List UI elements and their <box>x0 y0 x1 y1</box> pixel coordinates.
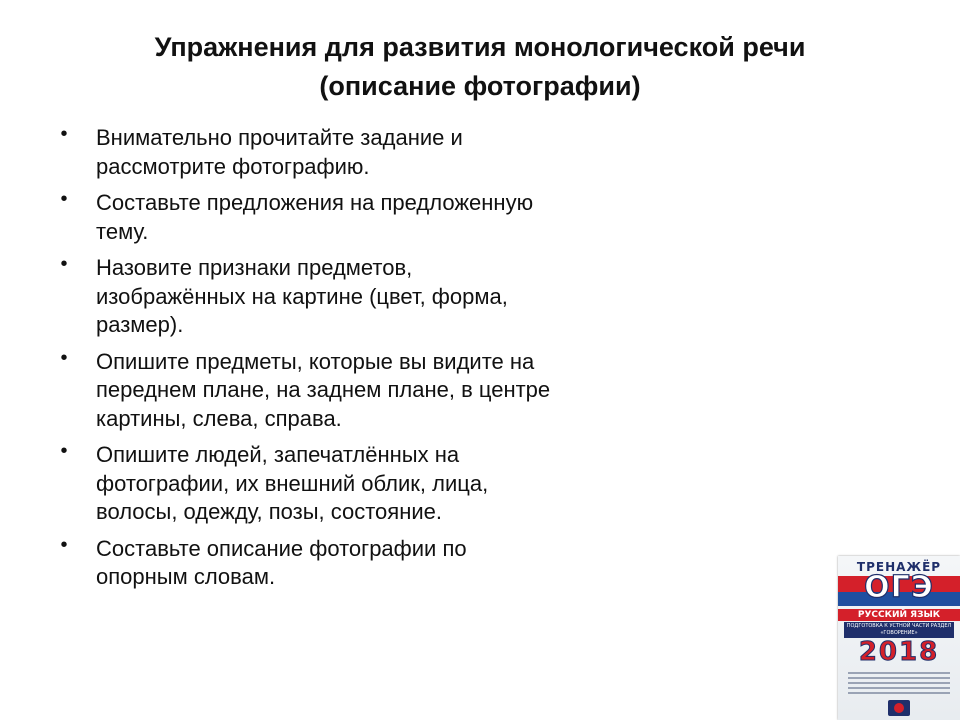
cover-brand-logo: ОГЭ <box>864 570 934 605</box>
bullet-dot: • <box>60 188 68 210</box>
cover-publisher-emblem <box>888 700 910 716</box>
bullet-dot: • <box>60 440 68 462</box>
cover-top-label: ТРЕНАЖЁР <box>856 560 942 574</box>
bullet-text-line: Внимательно прочитайте задание и <box>96 125 463 150</box>
bullet-text-line: Опишите людей, запечатлённых на <box>96 442 460 467</box>
bullet-item <box>56 124 676 181</box>
cover-year: 2018 <box>858 637 940 667</box>
bullet-item <box>56 254 676 340</box>
bullet-item <box>56 441 676 527</box>
bullet-text-line: размер). <box>96 312 184 337</box>
cover-subject: РУССКИЙ ЯЗЫК <box>838 609 960 621</box>
slide-title <box>0 28 960 106</box>
bullet-text-line: Составьте описание фотографии по <box>96 535 467 561</box>
bullet-text-line: картины, слева, справа. <box>96 405 342 431</box>
bullet-text-line: Опишите предметы, которые вы видите на <box>96 348 535 374</box>
bullet-text-line: фотографии, их внешний облик, лица, <box>96 470 489 496</box>
slide-title-line-1: Упражнения для развития монологической речи <box>154 32 806 62</box>
bullet-text-line: опорным словам. <box>96 564 276 589</box>
bullet-text-line: изображённых на картине (цвет, форма, <box>96 283 508 309</box>
bullet-text-line: рассмотрите фотографию. <box>96 153 370 179</box>
bullet-text-line: переднем плане, на заднем плане, в центре <box>96 377 551 402</box>
bullet-dot: • <box>60 346 68 369</box>
bullet-item <box>56 348 676 434</box>
cover-subtitle: ПОДГОТОВКА К УСТНОЙ ЧАСТИ РАЗДЕЛ «ГОВОРЕНИЕ» <box>844 622 954 638</box>
book-cover-image <box>838 556 960 720</box>
bullet-item <box>56 189 676 246</box>
bullet-text-line: Назовите признаки предметов, <box>96 255 413 280</box>
bullet-dot: • <box>60 533 68 556</box>
cover-fine-print <box>848 672 950 697</box>
bullet-text-line: тему. <box>96 218 149 244</box>
bullet-text-line: волосы, одежду, позы, состояние. <box>96 499 442 524</box>
bullet-dot: • <box>60 123 68 145</box>
bullet-item <box>56 535 676 592</box>
bullet-dot: • <box>60 253 68 275</box>
slide-title-line-2: (описание фотографии) <box>319 71 641 101</box>
bullet-list <box>56 124 676 600</box>
bullet-text-line: Составьте предложения на предложенную <box>96 190 534 215</box>
